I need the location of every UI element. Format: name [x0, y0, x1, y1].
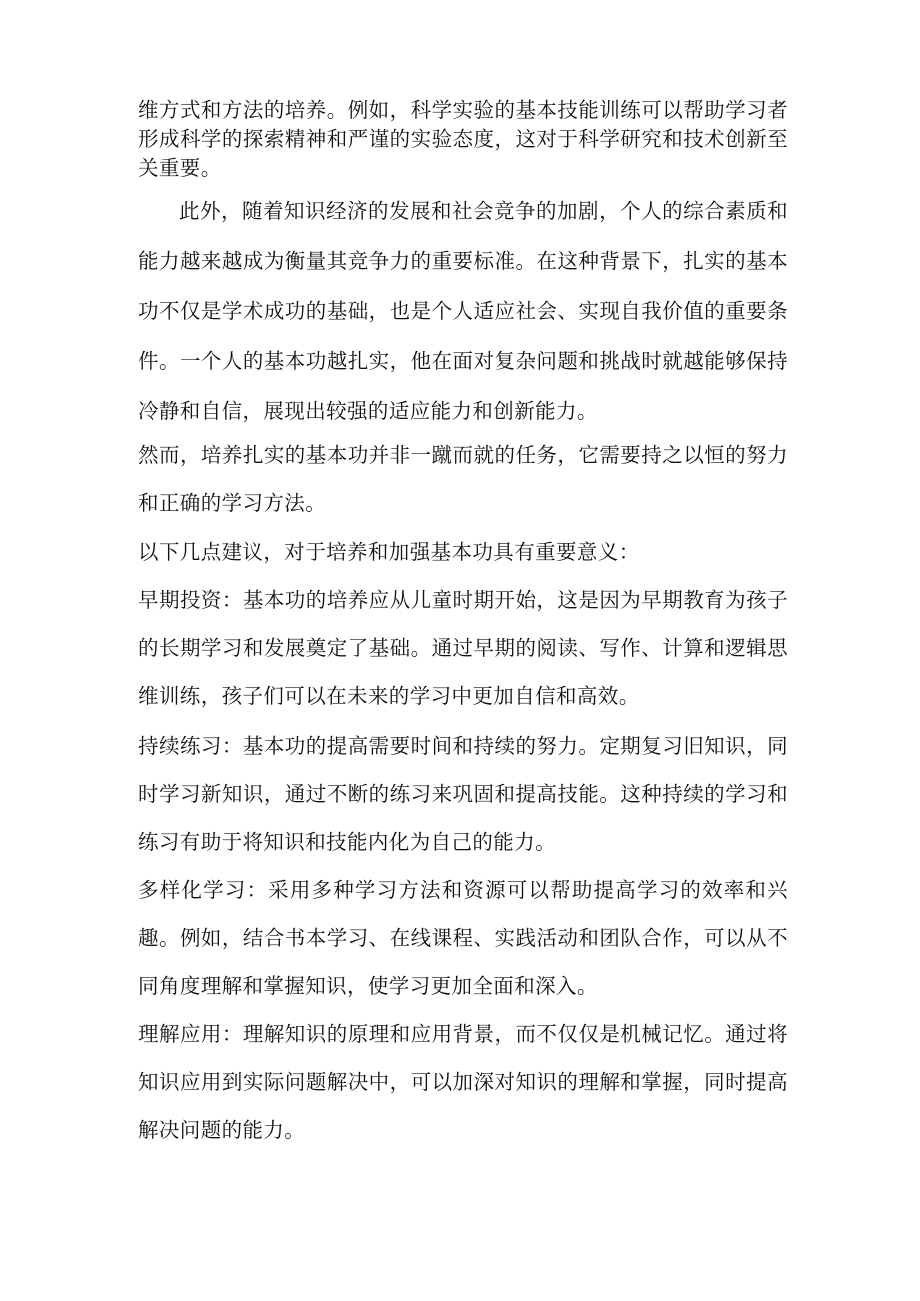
paragraph-suggestions-intro: 以下几点建议，对于培养和加强基本功具有重要意义：: [138, 540, 640, 564]
paragraph-experiment-skills: 维方式和方法的培养。例如，科学实验的基本技能训练可以帮助学习者形成科学的探索精神和严谨的实验态度，这对于科学研究和技术创新至关重要。: [138, 98, 788, 180]
paragraph-diverse-learning: 多样化学习：采用多种学习方法和资源可以帮助提高学习的效率和兴趣。例如，结合书本学习、在线课程、实践活动和团队合作，可以从不同角度理解和掌握知识，使学习更加全面和深入。: [138, 878, 788, 998]
paragraph-understanding-application: 理解应用：理解知识的原理和应用背景，而不仅仅是机械记忆。通过将知识应用到实际问题解决中，可以加深对知识的理解和掌握，同时提高解决问题的能力。: [138, 1022, 788, 1142]
paragraph-persistence: 然而，培养扎实的基本功并非一蹴而就的任务，它需要持之以恒的努力和正确的学习方法。: [138, 443, 788, 515]
paragraph-knowledge-economy: 此外，随着知识经济的发展和社会竞争的加剧，个人的综合素质和能力越来越成为衡量其竞争力的重要标准。在这种背景下，扎实的基本功不仅是学术成功的基础，也是个人适应社会、实现自我价值的重要条件。一个人的基本功越扎实，他在面对复杂问题和挑战时就越能够保持冷静和自信，展现出较强的适应能力和创新能力。: [138, 199, 788, 423]
paragraph-early-investment: 早期投资：基本功的培养应从儿童时期开始，这是因为早期教育为孩子的长期学习和发展奠定了基础。通过早期的阅读、写作、计算和逻辑思维训练，孩子们可以在未来的学习中更加自信和高效。: [138, 588, 788, 708]
paragraph-continuous-practice: 持续练习：基本功的提高需要时间和持续的努力。定期复习旧知识，同时学习新知识，通过不断的练习来巩固和提高技能。这种持续的学习和练习有助于将知识和技能内化为自己的能力。: [138, 734, 788, 854]
